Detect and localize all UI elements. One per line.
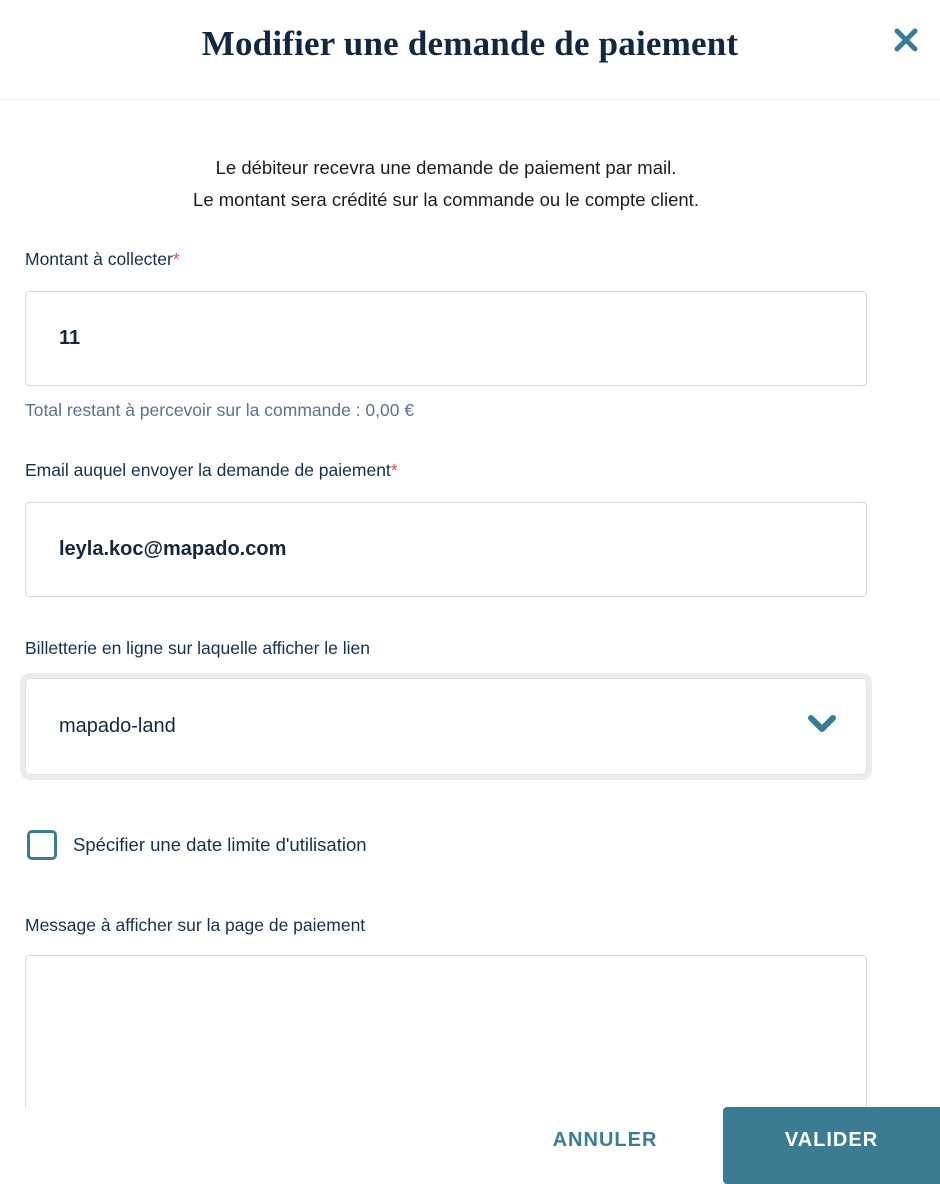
intro-line-2: Le montant sera crédité sur la commande ou le compte client. [193,189,699,210]
ticketing-selected-value: mapado-land [59,715,176,737]
intro-text [0,152,892,216]
email-label [25,460,398,481]
modal-header [0,0,940,100]
validate-button[interactable]: VALIDER [723,1107,940,1184]
deadline-checkbox-label: Spécifier une date limite d'utilisation [73,834,367,855]
cancel-button[interactable]: ANNULER [515,1107,695,1174]
deadline-checkbox[interactable] [27,830,57,860]
amount-helper-text: Total restant à percevoir sur la commande : 0,00 € [25,400,415,420]
amount-label [25,249,180,270]
intro-line-1: Le débiteur recevra une demande de paiement par mail. [215,157,677,178]
ticketing-select[interactable] [25,678,867,775]
chevron-down-icon [806,713,838,740]
close-icon [884,24,928,56]
email-field[interactable] [25,502,867,597]
required-asterisk: * [390,460,398,480]
email-label-text: Email auquel envoyer la demande de paiement [25,460,391,480]
ticketing-label: Billetterie en ligne sur laquelle afficher le lien [25,638,371,658]
close-button[interactable] [884,18,928,62]
amount-input[interactable] [25,291,867,386]
amount-label-text: Montant à collecter [25,249,173,269]
modal-footer [0,1107,940,1174]
page-title: Modifier une demande de paiement [201,24,739,63]
message-label: Message à afficher sur la page de paiement [25,915,366,935]
deadline-checkbox-row[interactable] [27,830,367,860]
required-asterisk: * [172,249,180,269]
